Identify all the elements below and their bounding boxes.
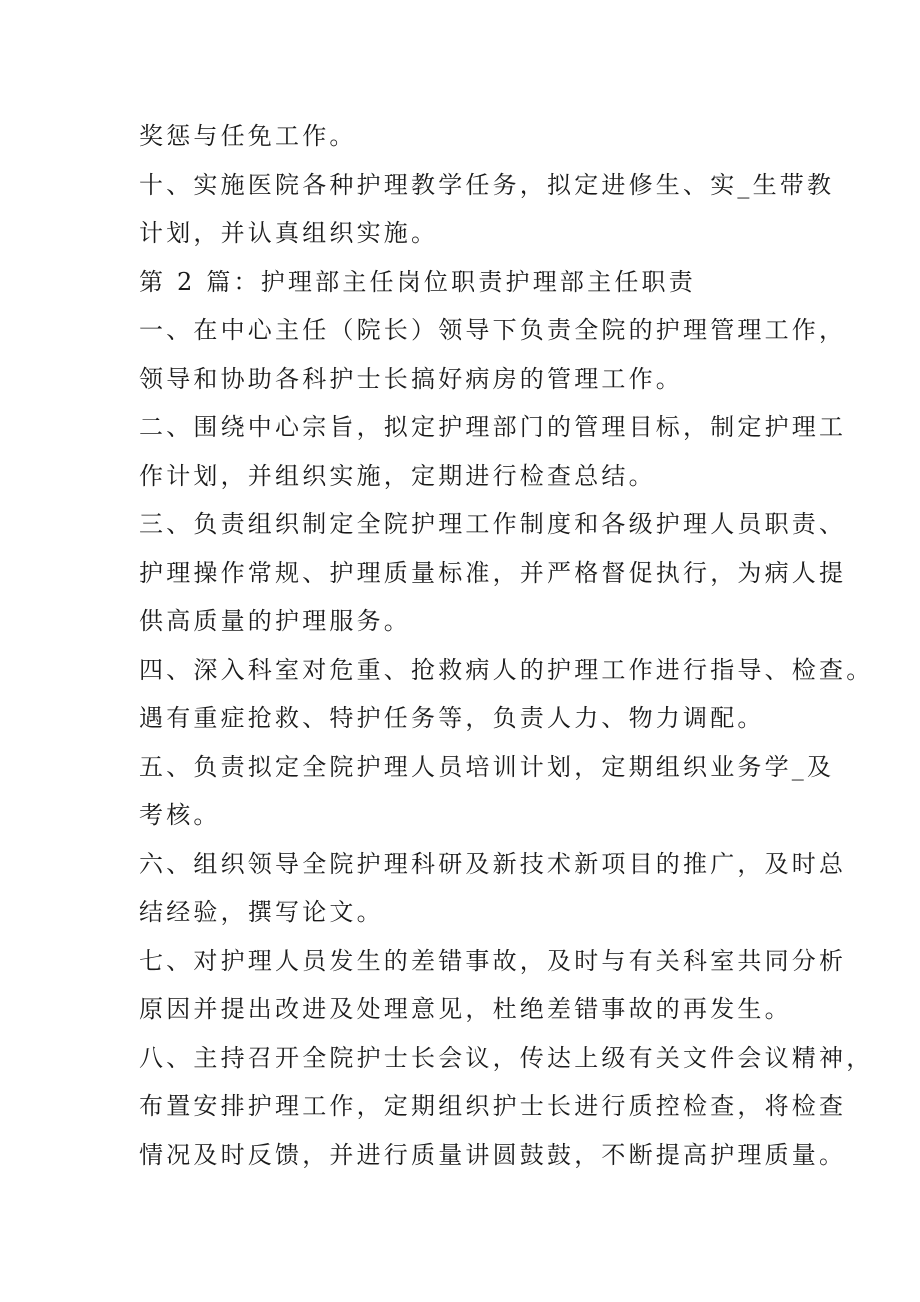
text-line-22: 情况及时反馈，并进行质量讲圆鼓鼓，不断提高护理质量。 — [139, 1140, 847, 1169]
text-line-5: 一、在中心主任（院长）领导下负责全院的护理管理工作， — [139, 316, 847, 344]
text-line-8: 作计划，并组织实施，定期进行检查总结。 — [139, 461, 656, 490]
section-heading: 第 2 篇：护理部主任岗位职责护理部主任职责 — [139, 267, 696, 296]
text-line-19: 原因并提出改进及处理意见，杜绝差错事故的再发生。 — [139, 995, 792, 1023]
text-line-17: 结经验，撰写论文。 — [139, 898, 384, 926]
text-line-3: 计划，并认真组织实施。 — [139, 219, 439, 247]
text-line-6: 领导和协助各科护士长搞好病房的管理工作。 — [139, 364, 683, 393]
document-body — [139, 112, 874, 1179]
text-line-18: 七、对护理人员发生的差错事故，及时与有关科室共同分析 — [139, 946, 847, 975]
text-line-21: 布置安排护理工作，定期组织护士长进行质控检查，将检查 — [139, 1092, 847, 1120]
text-line-14: 五、负责拟定全院护理人员培训计划，定期组织业务学_及 — [139, 752, 835, 781]
text-line-10: 护理操作常规、护理质量标准，并严格督促执行，为病人提 — [139, 558, 847, 587]
text-line-2: 十、实施医院各种护理教学任务，拟定进修生、实_生带教 — [139, 170, 835, 199]
text-line-11: 供高质量的护理服务。 — [139, 607, 411, 635]
text-line-15: 考核。 — [139, 801, 221, 829]
text-line-16: 六、组织领导全院护理科研及新技术新项目的推广，及时总 — [139, 849, 847, 878]
text-line-20: 八、主持召开全院护士长会议，传达上级有关文件会议精神， — [139, 1043, 874, 1072]
text-line-1: 奖惩与任免工作。 — [139, 122, 357, 150]
text-line-9: 三、负责组织制定全院护理工作制度和各级护理人员职责、 — [139, 510, 847, 538]
text-line-7: 二、围绕中心宗旨，拟定护理部门的管理目标，制定护理工 — [139, 413, 847, 441]
text-line-13: 遇有重症抢救、特护任务等，负责人力、物力调配。 — [139, 704, 765, 732]
text-line-12: 四、深入科室对危重、抢救病人的护理工作进行指导、检查。 — [139, 655, 874, 684]
